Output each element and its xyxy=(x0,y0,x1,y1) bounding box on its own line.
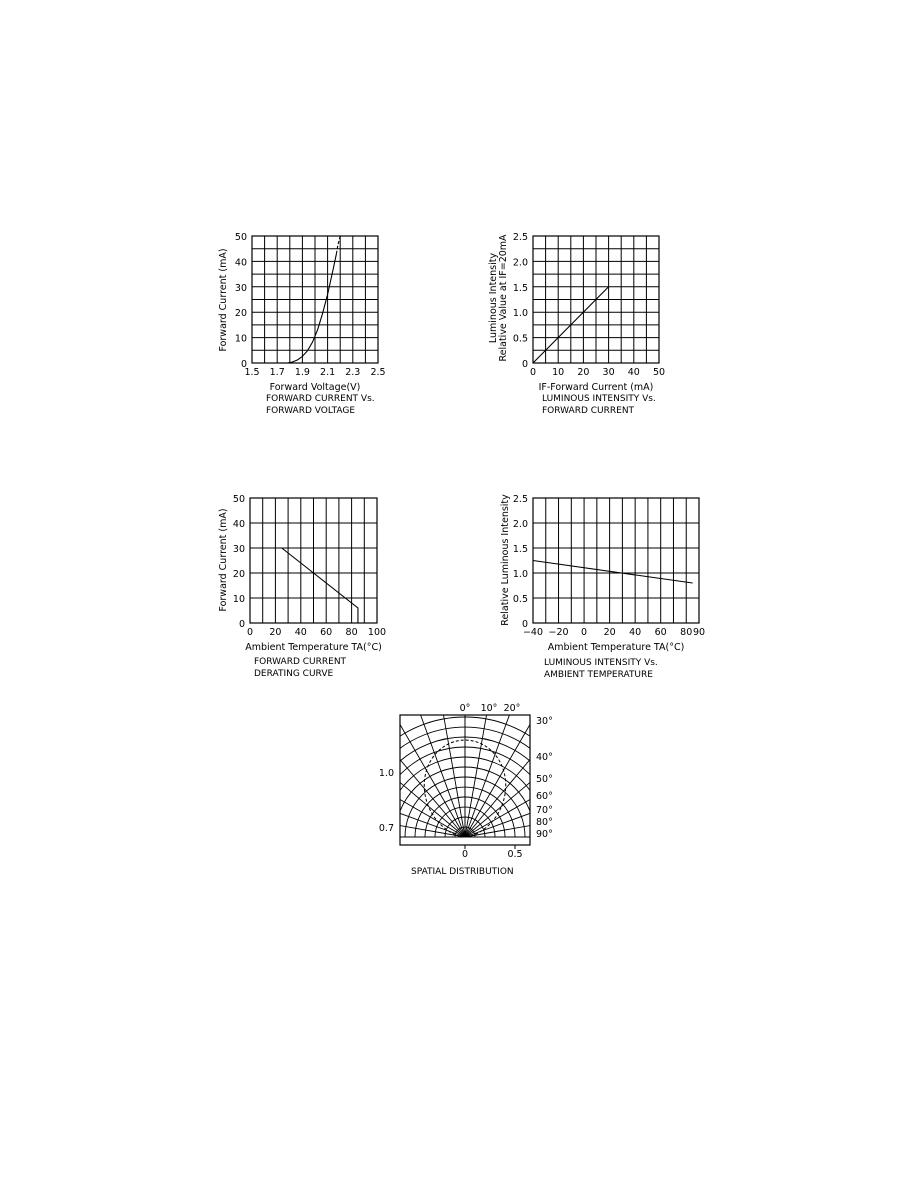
y-tick-label: 0 xyxy=(521,359,528,370)
series-line xyxy=(287,254,336,363)
chart4-caption-line2: AMBIENT TEMPERATURE xyxy=(544,670,653,680)
x-tick-label: 20 xyxy=(269,627,282,638)
y-axis-label-line: Luminous Intensity xyxy=(488,252,499,344)
radial-label: 0.7 xyxy=(378,823,394,834)
y-tick-label: 2.5 xyxy=(512,494,528,505)
luminous-intensity-vs-temperature-chart xyxy=(484,490,724,660)
x-tick-label: 40 xyxy=(629,627,642,638)
y-tick-label: 40 xyxy=(234,257,247,269)
x-tick-label: 0 xyxy=(581,627,588,638)
x-tick-label: 20 xyxy=(577,367,590,378)
x-tick-label: 80 xyxy=(345,627,358,638)
x-tick-label: 100 xyxy=(367,627,387,638)
x-tick-label: 1.9 xyxy=(294,367,310,378)
x-tick-label: 1.5 xyxy=(244,367,260,378)
series-line xyxy=(533,561,693,584)
bottom-label: 0.5 xyxy=(507,849,523,860)
y-tick-label: 0.5 xyxy=(512,594,528,605)
x-tick-label: −40 xyxy=(522,627,544,638)
x-tick-label: 10 xyxy=(552,367,565,378)
x-tick-label: 1.7 xyxy=(269,367,285,378)
y-tick-label: 1.0 xyxy=(512,569,528,580)
luminous-intensity-vs-current-chart xyxy=(484,228,684,398)
chart4-caption-line1: LUMINOUS INTENSITY Vs. xyxy=(544,658,658,668)
angle-label: 40° xyxy=(536,752,553,763)
y-tick-label: 1.0 xyxy=(512,308,528,320)
plot-frame xyxy=(533,498,699,623)
chart2-caption-line1: LUMINOUS INTENSITY Vs. xyxy=(542,394,656,404)
y-tick-label: 10 xyxy=(234,333,247,345)
x-tick-label: 30 xyxy=(602,367,615,378)
radial-label: 1.0 xyxy=(378,768,394,779)
x-axis-label: Ambient Temperature TA(°C) xyxy=(547,642,685,653)
y-tick-label: 40 xyxy=(232,519,245,530)
x-axis-label: IF-Forward Current (mA) xyxy=(538,382,654,393)
spatial-distribution-chart xyxy=(360,698,560,870)
y-tick-label: 2.5 xyxy=(512,232,528,243)
angle-label: 10° xyxy=(480,703,498,714)
angle-label: 50° xyxy=(536,774,553,785)
y-tick-label: 50 xyxy=(232,494,245,505)
y-tick-label: 0 xyxy=(240,359,247,370)
series-line-dashed xyxy=(336,236,340,254)
chart2-caption-line2: FORWARD CURRENT xyxy=(542,406,635,416)
x-tick-label: 80 xyxy=(680,627,693,638)
chart1-caption-line2: FORWARD VOLTAGE xyxy=(266,406,356,416)
x-tick-label: 50 xyxy=(652,367,666,378)
chart3-caption-line1: FORWARD CURRENT xyxy=(254,657,347,667)
x-tick-label: 90 xyxy=(692,627,706,638)
angle-label: 90° xyxy=(536,829,553,840)
chart3-caption-line2: DERATING CURVE xyxy=(254,669,334,679)
x-tick-label: 2.5 xyxy=(370,367,386,378)
x-tick-label: −20 xyxy=(548,627,569,638)
y-tick-label: 0 xyxy=(238,619,245,630)
x-tick-label: 60 xyxy=(320,627,333,638)
angle-label: 30° xyxy=(536,716,553,727)
derating-curve-chart xyxy=(212,490,402,660)
y-axis-label: Forward Current (mA) xyxy=(218,508,229,612)
y-tick-label: 2.0 xyxy=(512,257,528,269)
y-axis-label-line: Relative Value at IF=20mA xyxy=(498,234,509,362)
x-tick-label: 0 xyxy=(246,627,254,638)
forward-current-vs-voltage-chart xyxy=(212,228,402,398)
y-tick-label: 20 xyxy=(234,308,247,320)
x-axis-label: Ambient Temperature TA(°C) xyxy=(245,642,382,653)
y-tick-label: 1.5 xyxy=(512,282,528,294)
angle-label: 70° xyxy=(536,805,553,816)
polar-angle-line xyxy=(360,698,465,837)
y-tick-label: 0 xyxy=(521,619,528,630)
y-tick-label: 20 xyxy=(232,569,245,580)
y-tick-label: 1.5 xyxy=(512,544,528,555)
y-tick-label: 10 xyxy=(232,594,245,605)
angle-label: 20° xyxy=(503,703,521,714)
x-tick-label: 2.3 xyxy=(345,367,361,378)
y-tick-label: 50 xyxy=(234,232,247,243)
x-tick-label: 20 xyxy=(603,627,616,638)
angle-label: 60° xyxy=(536,791,553,802)
x-tick-label: 2.1 xyxy=(320,367,336,378)
x-axis-label: Forward Voltage(V) xyxy=(269,382,361,393)
x-tick-label: 40 xyxy=(627,367,640,378)
y-axis-label: Forward Current (mA) xyxy=(218,248,229,352)
x-tick-label: 60 xyxy=(654,627,667,638)
x-tick-label: 40 xyxy=(294,627,307,638)
y-tick-label: 2.0 xyxy=(512,519,528,530)
series-line xyxy=(282,548,358,623)
x-tick-label: 0 xyxy=(529,367,537,378)
y-tick-label: 0.5 xyxy=(512,333,528,345)
angle-label: 80° xyxy=(536,817,553,828)
y-tick-label: 30 xyxy=(234,282,247,294)
y-tick-label: 30 xyxy=(232,544,245,555)
chart5-caption: SPATIAL DISTRIBUTION xyxy=(411,867,514,877)
chart1-caption-line1: FORWARD CURRENT Vs. xyxy=(266,394,375,404)
y-axis-label: Relative Luminous Intensity xyxy=(500,494,511,626)
bottom-label: 0 xyxy=(461,849,469,860)
angle-label: 0° xyxy=(459,703,471,714)
